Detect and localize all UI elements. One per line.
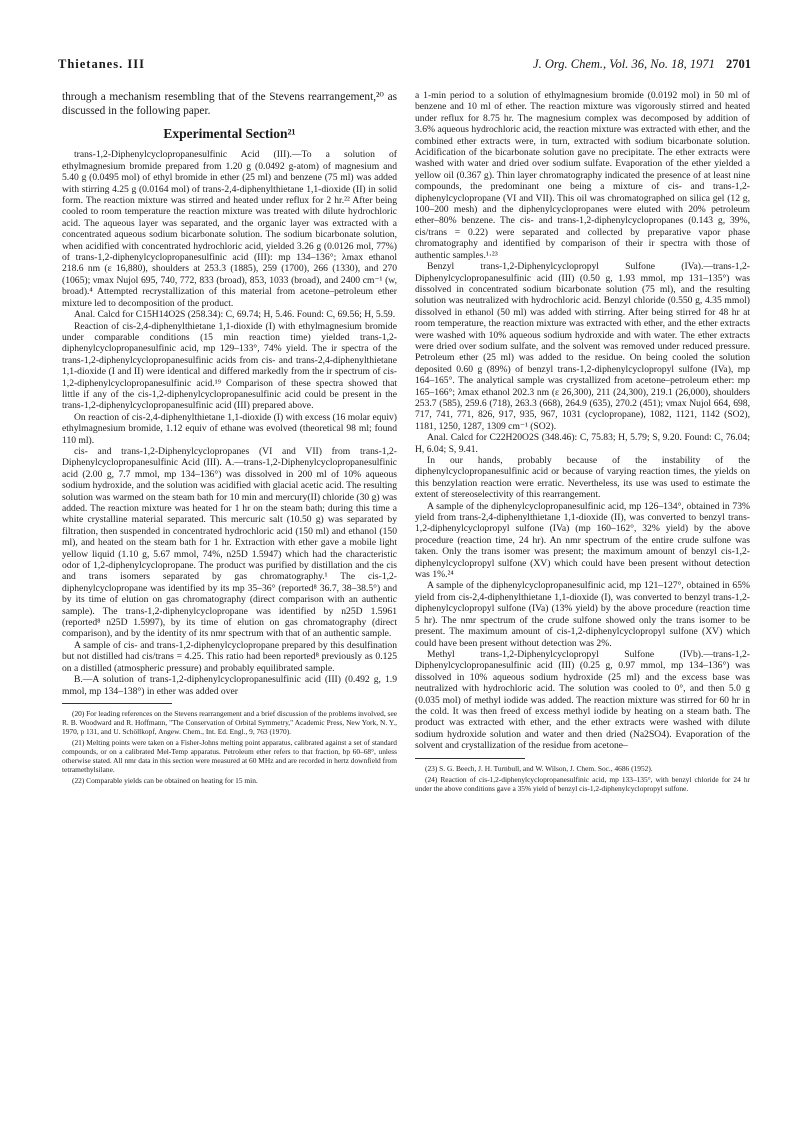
footnote-21: (21) Melting points were taken on a Fisher-Johns melting point apparatus, calibrated against a set of standard compounds, or on a calibrated Mel-Temp apparatus. Petroleum ether refers to that fraction, bp 60–68°, unless otherwise stated. All nmr data in this section were measured at 60 MHz and are recorded in hertz downfield from tetramethylsilane. — [62, 737, 397, 774]
page-number: 2701 — [726, 57, 751, 71]
paragraph-trans-sample: A sample of the diphenylcyclopropanesulfinic acid, mp 126–134°, obtained in 73% yield from trans-2,4-diphenylthietane 1,1-dioxide (II), was converted to benzyl trans-1,2-diphenylcyclopropyl sulfone (IVa) (mp 160–162°, 32% yield) by the above procedure (reaction time, 24 hr). An nmr spectrum of the entire crude sulfone was taken. Only the trans isomer was present; the maximum amount of benzyl cis-1,2-diphenylcyclopropyl sulfone (XV) which could have been present without detection was 1%.²⁴ — [415, 500, 750, 581]
paragraph-yields-note: In our hands, probably because of the instability of the diphenylcyclopropanesulfinic acid or because of varying reaction times, the yields on this benzylation reaction were erratic. Nevertheless, its use was used to estimate the extent of stereoselectivity of this rearrangement. — [415, 455, 750, 501]
footnote-22: (22) Comparable yields can be obtained on heating for 15 min. — [72, 775, 258, 785]
paragraph-cis-trans-ratio: A sample of cis- and trans-1,2-diphenylcyclopropane prepared by this desulfination but not distilled had cis/trans = 4.25. This ratio had been reported⁸ previously as 0.125 on a distilled (atmospheric pressure) and probably equilibrated sample. — [62, 639, 397, 674]
footnote-24: (24) Reaction of cis-1,2-diphenylcyclopropanesulfinic acid, mp 133–135°, with benzyl chloride for 24 hr under the above conditions gave a 35% yield of benzyl cis-1,2-diphenylcyclopropyl sulfone. — [415, 774, 750, 793]
paragraph-reaction-cis: Reaction of cis-2,4-diphenylthietane 1,1-dioxide (I) with ethylmagnesium bromide under comparable conditions (15 min reaction time) yielded trans-1,2-diphenylcyclopropanesulfinic acid, mp 129–133°, 74% yield. The ir spectra of the trans-1,2-diphenylcyclopropanesulfinic acids from cis- and trans-2,4-diphenylthietane 1,1-dioxide (I and II) were identical and differed markedly from the ir spectrum of cis-1,2-diphenylcyclopropanesulfinic acid.¹⁹ Comparison of these spectra showed that little if any of the cis-1,2-diphenylcyclopropanesulfinic acid could be present in the trans-1,2-diphenylcyclopropanesulfinic acid (III) prepared above. — [62, 320, 397, 412]
running-header — [0, 0, 809, 70]
paragraph-desulfination-B: B.—A solution of trans-1,2-diphenylcyclopropanesulfinic acid (III) (0.492 g, 1.9 mmol, mp 134–138°) in ether was added over — [62, 674, 397, 697]
footnote-23: (23) S. G. Beech, J. H. Turnbull, and W. Wilson, J. Chem. Soc., 4686 (1952). — [425, 763, 653, 773]
journal-citation — [533, 57, 751, 72]
paragraph-analysis-III: Anal. Calcd for C15H14O2S (258.34): C, 69.74; H, 5.46. Found: C, 69.56; H, 5.59. — [74, 309, 396, 321]
journal-reference: J. Org. Chem., Vol. 36, No. 18, 1971 — [533, 57, 715, 71]
footnote-20: (20) For leading references on the Stevens rearrangement and a brief discussion of the problems involved, see R. B. Woodward and R. Hoffmann, "The Conservation of Orbital Symmetry," Academic Press, New York, N. Y., 1970, p 131, and U. Schöllkopf, Angew. Chem., Int. Ed. Engl., 9, 763 (1970). — [62, 708, 397, 736]
paragraph-analysis-IVa: Anal. Calcd for C22H20O2S (348.46): C, 75.83; H, 5.79; S, 9.20. Found: C, 76.04; H, 6.04; S, 9.41. — [415, 432, 750, 455]
running-title: Thietanes. III — [58, 57, 145, 71]
paragraph-benzyl-sulfone: Benzyl trans-1,2-Diphenylcyclopropyl Sulfone (IVa).—trans-1,2-Diphenylcyclopropanesulfinic acid (III) (0.50 g, 1.93 mmol, mp 131–135°) was dissolved in concentrated sodium bicarbonate solution (75 ml), and the resulting solution was neutralized with hydrochloric acid. Benzyl chloride (0.550 g, 4.35 mmol) dissolved in ethanol (50 ml) was added with stirring. After being stirred for 48 hr at room temperature, the reaction mixture was extracted with ether, and the ether extracts were washed with 10% aqueous sodium hydroxide and with water. The ether extracts were dried over sodium sulfate, and the solvent was removed under reduced pressure. Petroleum ether (25 ml) was added to the residue. On being cooled the solution deposited 0.60 g (89%) of benzyl trans-1,2-diphenylcyclopropyl sulfone (IVa), mp 164–165°. The analytical sample was crystallized from acetone–petroleum ether: mp 165–166°; λmax ethanol 202.3 nm (ε 26,300), 211 (24,300), 219.1 (26,000), shoulders 253.7 (585), 259.6 (718), 263.3 (668), 264.9 (635), 270.2 (451); νmax Nujol 664, 698, 717, 741, 771, 826, 917, 935, 967, 1031 (cyclopropane), 1082, 1121, 1142 (SO2), 1181, 1250, 1287, 1309 cm⁻¹ (SO2). — [415, 261, 750, 432]
paragraph-methyl-sulfone: Methyl trans-1,2-Diphenylcyclopropyl Sulfone (IVb).—trans-1,2-Diphenylcyclopropanesulfinic acid (III) (0.25 g, 0.97 mmol, mp 134–136°) was dissolved in 10% aqueous sodium hydroxide (25 ml) and the excess base was neutralized with hydrochloric acid. The solution was cooled to 0°, and then 5.0 g (0.035 mol) of methyl iodide was added. The reaction mixture was stirred for 60 hr in the cold. It was then freed of excess methyl iodide by heating on a steam bath. The product was extracted with ether, and the ether extracts were washed with dilute sodium hydroxide solution and water and then dried (Na2SO4). Evaporation of the solvent and crystallization of the residue from acetone– — [415, 648, 750, 752]
left-column — [62, 90, 397, 787]
paragraph-B-continued: a 1-min period to a solution of ethylmagnesium bromide (0.0192 mol) in 50 ml of benzene and 10 ml of ether. The reaction mixture was vigorously stirred and heated under reflux for 8.75 hr. The magnesium complex was decomposed by addition of 3.6% aqueous hydrochloric acid, the reaction mixture was extracted with ether, and the combined ether extracts were, in turn, extracted with sodium bicarbonate solution. Acidification of the bicarbonate solution gave no precipitate. The ether extracts were washed with water and dried over sodium sulfate. Evaporation of the ether yielded a yellow oil (0.367 g). Thin layer chromatography indicated the presence of at least nine compounds, the predominant one being a mixture of cis- and trans-1,2-diphenylcyclopropane (VI and VII). This oil was chromatographed on silica gel (12 g, 100–200 mesh) and the diphenylcyclopropanes were eluted with 20% petroleum ether–80% benzene. The cis- and trans-1,2-diphenylcyclopropanes (0.143 g, 39%, cis/trans = 0.22) were separated and collected by preparative vapor phase chromatography and identified by comparison of their ir spectra with those of authentic samples.¹·²³ — [415, 90, 750, 261]
paragraph-cis-sample: A sample of the diphenylcyclopropanesulfinic acid, mp 121–127°, obtained in 65% yield from cis-2,4-diphenylthietane 1,1-dioxide (I), was converted to benzyl trans-1,2-diphenylcyclopropyl sulfone (IVa) (13% yield) by the above procedure (reaction time 5 hr). The nmr spectrum of the crude sulfone showed only the trans isomer to be present. The maximum amount of cis-1,2-diphenylcyclopropyl sulfone (XV) which could have been present without detection was 2%. — [415, 580, 750, 649]
footnote-divider — [415, 758, 525, 759]
paragraph-III-synthesis: trans-1,2-Diphenylcyclopropanesulfinic Acid (III).—To a solution of ethylmagnesium bromide prepared from 1.20 g (0.0492 g-atom) of magnesium and 5.40 g (0.0495 mol) of ethyl bromide in ether (25 ml) and benzene (75 ml) was added with stirring 4.25 g (0.0164 mol) of trans-2,4-diphenylthietane 1,1-dioxide (II) in solid form. The reaction mixture was stirred and heated under reflux for 2 hr.²² After being cooled to room temperature the reaction mixture was treated with dilute hydrochloric acid. The aqueous layer was separated, and the organic layer was extracted with a concentrated aqueous sodium bicarbonate solution. The sodium bicarbonate solution, when acidified with concentrated hydrochloric acid, yielded 3.26 g (0.0126 mol, 77%) of trans-1,2-diphenylcyclopropanesulfinic acid (III): mp 134–136°; λmax ethanol 218.6 nm (ε 16,880), shoulders at 253.3 (1885), 259 (1700), 266 (1330), and 270 (1065); νmax Nujol 695, 740, 772, 833 (broad), 853, 1033 (broad), and 2400 cm⁻¹ (w, broad).⁴ Attempted recrystallization of this material from acetone–petroleum ether mixture led to decomposition of the product. — [62, 149, 397, 309]
lead-paragraph: through a mechanism resembling that of the Stevens rearrangement,²⁰ as discussed in the following paper. — [62, 91, 397, 117]
paragraph-desulfination-A: cis- and trans-1,2-Diphenylcyclopropanes (VI and VII) from trans-1,2-Diphenylcyclopropanesulfinic Acid (III). A.—trans-1,2-Diphenylcyclopropanesulfinic acid (2.00 g, 7.7 mmol, mp 134–136°) was dissolved in 200 ml of 10% aqueous sodium hydroxide, and the solution was acidified with glacial acetic acid. The resulting solution was warmed on the steam bath for 10 min and mercury(II) chloride (30 g) was added. The reaction mixture was heated for 1 hr on the steam bath; during this time a white crystalline material separated. This mercuric salt (10.50 g) was separated by filtration, then suspended in concentrated hydrochloric acid (150 ml) and ethanol (150 ml), and heated on the steam bath for 1 hr. Extraction with ether gave a mobile light yellow liquid (1.10 g, 5.67 mmol, 74%, n25D 1.5947) which had the characteristic odor of 1,2-diphenylcyclopropane. The product was purified by distillation and the cis and trans isomers separated by gas chromatography.¹ The cis-1,2-diphenylcyclopropane was identified by its mp 35–36° (reported⁸ 36.7, 38–38.5°) and by its time of elution on gas chromatography (direct comparison with an authentic sample). The trans-1,2-diphenylcyclopropane was identified by n25D 1.5961 (reported⁸ n25D 1.5997), by its time of elution on gas chromatography (direct comparison), and by the identity of its nmr spectrum with that of an authentic sample. — [62, 445, 397, 640]
footnote-divider — [62, 703, 172, 704]
paragraph-ethane: On reaction of cis-2,4-diphenylthietane 1,1-dioxide (I) with excess (16 molar equiv) ethylmagnesium bromide, 1.12 equiv of ethane was evolved (theoretical 98 ml; found 110 ml). — [62, 411, 397, 446]
right-column — [415, 90, 750, 795]
section-title: Experimental Section²¹ — [163, 126, 296, 141]
